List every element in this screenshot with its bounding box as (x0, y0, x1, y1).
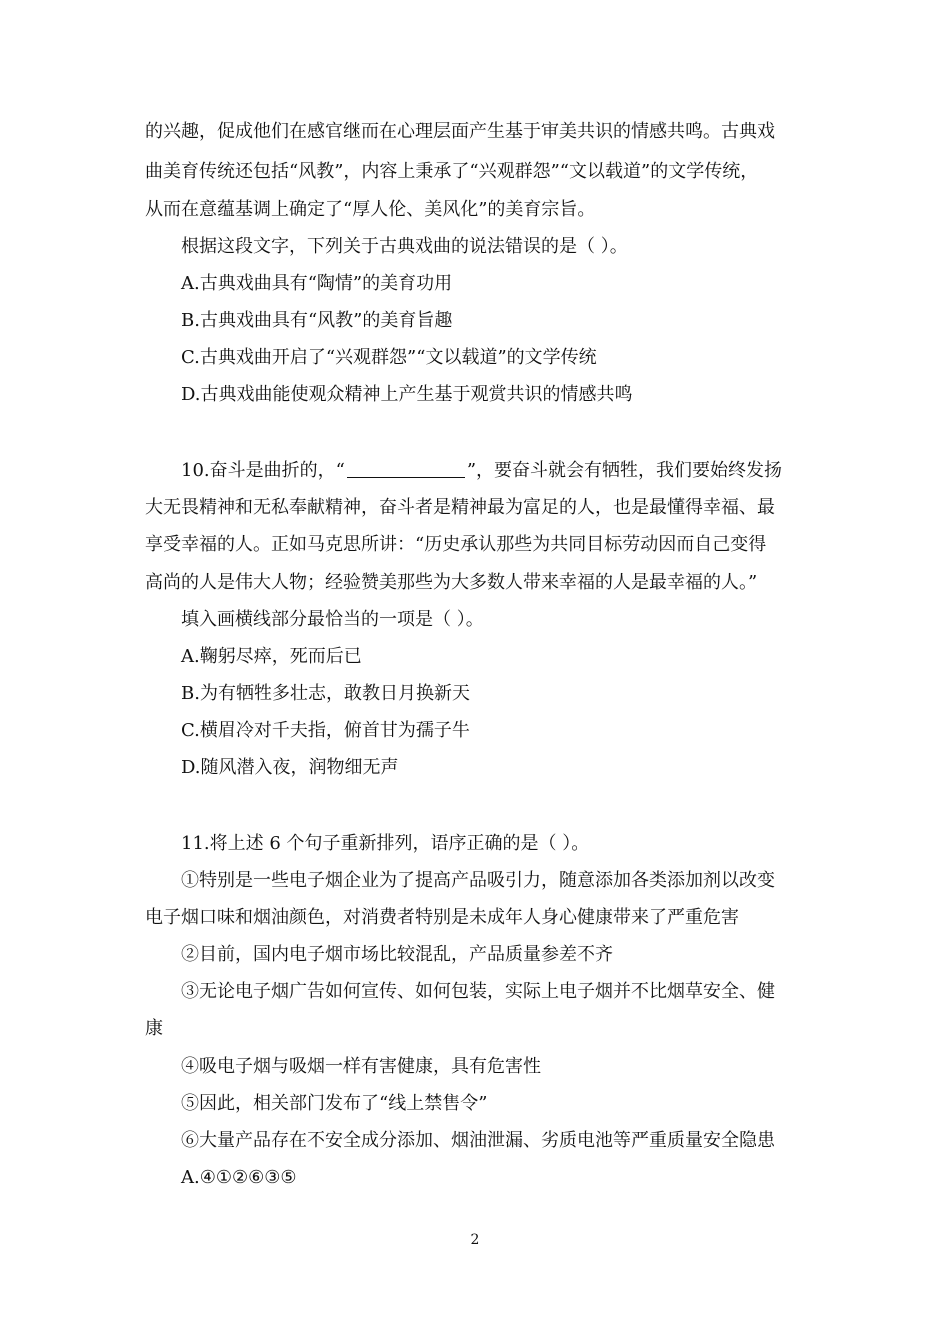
page-number: 2 (470, 1232, 480, 1248)
q9-option-c: C.古典戏曲开启了“兴观群怨”“文以载道”的文学传统 (181, 347, 597, 368)
passage-line-2: 曲美育传统还包括“风教”，内容上秉承了“兴观群怨”“文以载道”的文学传统， (145, 161, 759, 182)
q11-sentence-1-line-1: ①特别是一些电子烟企业为了提高产品吸引力，随意添加各类添加剂以改变 (181, 870, 775, 891)
q11-title: 11.将上述 6 个句子重新排列，语序正确的是（ ）。 (181, 833, 590, 854)
q11-sentence-2: ②目前，国内电子烟市场比较混乱，产品质量参差不齐 (181, 944, 613, 965)
passage-line-1: 的兴趣，促成他们在感官继而在心理层面产生基于审美共识的情感共鸣。古典戏 (145, 121, 775, 142)
q11-sentence-1-line-2: 电子烟口味和烟油颜色，对消费者特别是未成年人身心健康带来了严重危害 (145, 907, 739, 928)
q11-sentence-5: ⑤因此，相关部门发布了“线上禁售令” (181, 1093, 488, 1114)
q11-sentence-3-line-2: 康 (145, 1018, 163, 1039)
q10-option-b: B.为有牺牲多壮志，敢教日月换新天 (181, 683, 470, 704)
q10-option-d: D.随风潜入夜，润物细无声 (181, 757, 399, 778)
q10-line-2: 大无畏精神和无私奉献精神，奋斗者是精神最为富足的人，也是最懂得幸福、最 (145, 497, 775, 518)
q11-sentence-3-line-1: ③无论电子烟广告如何宣传、如何包装，实际上电子烟并不比烟草安全、健 (181, 981, 775, 1002)
fill-in-blank (347, 459, 465, 478)
q10-option-a: A.鞠躬尽瘁，死而后已 (181, 646, 362, 667)
q11-sentence-6: ⑥大量产品存在不安全成分添加、烟油泄漏、劣质电池等严重质量安全隐患 (181, 1130, 775, 1151)
passage-line-3: 从而在意蕴基调上确定了“厚人伦、美风化”的美育宗旨。 (145, 199, 596, 220)
q10-line-1 (181, 457, 950, 485)
q10-option-c: C.横眉冷对千夫指，俯首甘为孺子牛 (181, 720, 470, 741)
q9-option-d: D.古典戏曲能使观众精神上产生基于观赏共识的情感共鸣 (181, 384, 633, 405)
q10-prompt: 填入画横线部分最恰当的一项是（ ）。 (181, 609, 484, 630)
q9-prompt: 根据这段文字，下列关于古典戏曲的说法错误的是（ ）。 (181, 236, 628, 257)
q9-option-a: A.古典戏曲具有“陶情”的美育功用 (181, 273, 453, 294)
q9-option-b: B.古典戏曲具有“风教”的美育旨趣 (181, 310, 453, 331)
q11-sentence-4: ④吸电子烟与吸烟一样有害健康，具有危害性 (181, 1056, 541, 1077)
q10-line-3: 享受幸福的人。正如马克思所讲：“历史承认那些为共同目标劳动因而自己变得 (145, 534, 767, 555)
q10-text-before-blank: 10.奋斗是曲折的，“ (181, 460, 345, 481)
q10-text-after-blank: ”，要奋斗就会有牺牲，我们要始终发扬 (466, 460, 783, 481)
q10-line-4: 高尚的人是伟大人物；经验赞美那些为大多数人带来幸福的人是最幸福的人。” (145, 572, 758, 593)
q11-option-a: A.④①②⑥③⑤ (181, 1167, 297, 1188)
